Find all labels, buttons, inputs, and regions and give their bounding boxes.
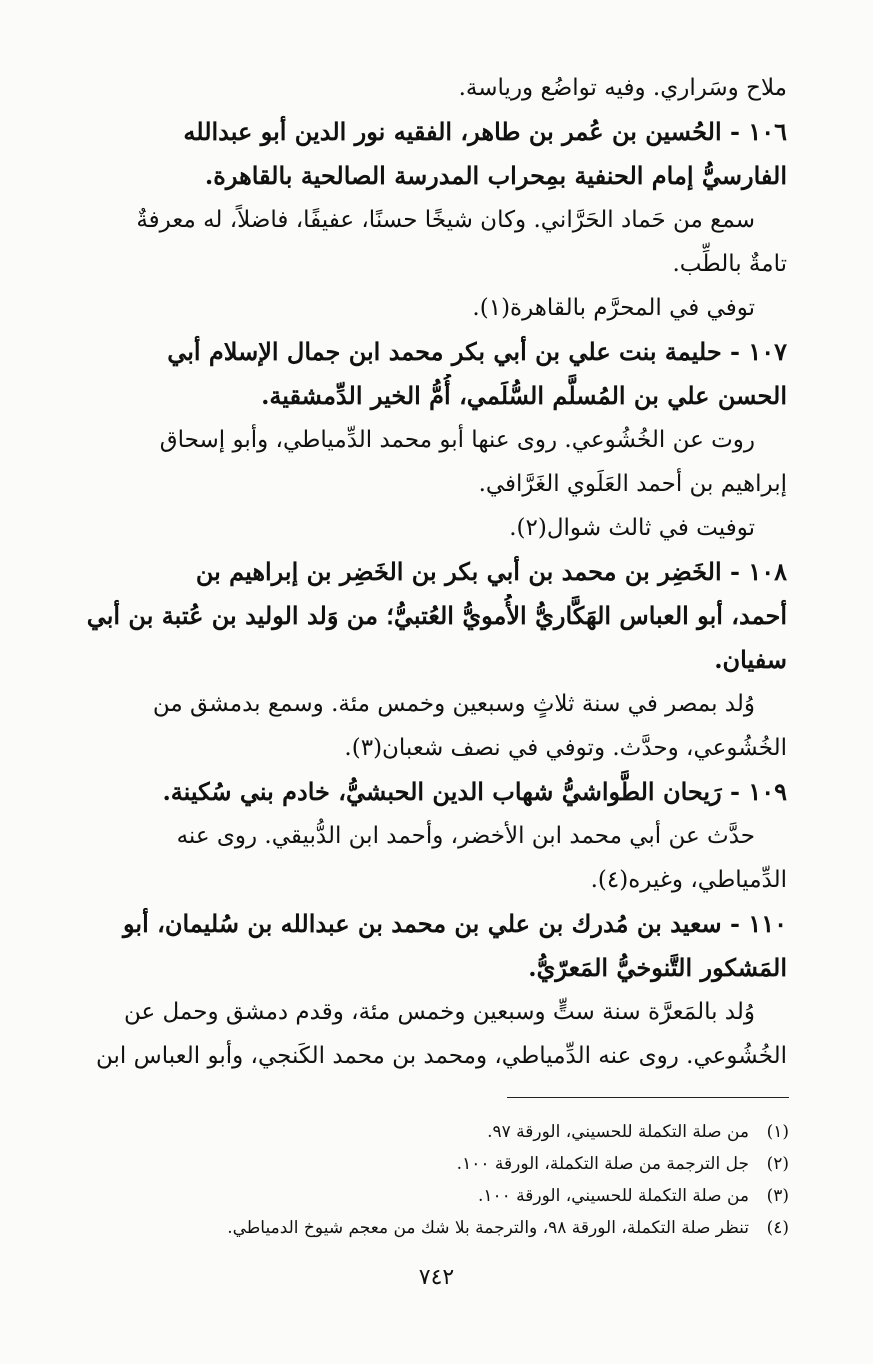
entry-heading-line: ١١٠ - سعيد بن مُدرك بن علي بن محمد بن عبدالله بن سُليمان، أبو xyxy=(123,909,787,938)
footnote-text: جل الترجمة من صلة التكملة، الورقة ١٠٠. xyxy=(456,1154,749,1174)
entry-heading-line: ١٠٧ - حليمة بنت علي بن أبي بكر محمد ابن جمال الإسلام أبي xyxy=(167,337,787,366)
footnote-text: تنظر صلة التكملة، الورقة ٩٨، والترجمة بلا شك من معجم شيوخ الدمياطي. xyxy=(227,1218,749,1238)
footnote-separator xyxy=(507,1097,789,1098)
footnote xyxy=(60,1212,789,1244)
text-line: سمع من حَماد الحَرَّاني. وكان شيخًا حسنًا، عفيفًا، فاضلاً، له معرفةٌ xyxy=(136,207,755,233)
text-line: ملاح وسَراري. وفيه تواضُع ورياسة. xyxy=(458,75,787,101)
text-line: وُلد بالمَعرَّة سنة ستٍّ وسبعين وخمس مئة، وقدم دمشق وحمل عن xyxy=(123,999,755,1025)
text-line: الدِّمياطي، وغيره(٤). xyxy=(590,867,787,893)
footnotes xyxy=(60,1116,789,1244)
text-line: توفي في المحرَّم بالقاهرة(١). xyxy=(472,295,755,321)
text-line: روت عن الخُشُوعي. روى عنها أبو محمد الدِّمياطي، وأبو إسحاق xyxy=(159,427,755,453)
page-number: ٧٤٢ xyxy=(418,1265,455,1290)
footnote-number: (٣) xyxy=(766,1186,789,1206)
footnote-number: (٢) xyxy=(766,1154,789,1174)
entry-heading-line: ١٠٦ - الحُسين بن عُمر بن طاهر، الفقيه نور الدين أبو عبدالله xyxy=(183,117,787,146)
footnote xyxy=(60,1180,789,1212)
entry-heading-line: الفارسيُّ إمام الحنفية بمِحراب المدرسة الصالحية بالقاهرة. xyxy=(204,161,787,190)
entry-heading-line: أحمد، أبو العباس الهَكَّاريُّ الأُمويُّ العُتبيُّ؛ من وَلد الوليد بن عُتبة بن أبي xyxy=(86,601,787,630)
footnote-text: من صلة التكملة للحسيني، الورقة ١٠٠. xyxy=(477,1186,749,1206)
entry-heading-line: ١٠٨ - الخَضِر بن محمد بن أبي بكر بن الخَضِر بن إبراهيم بن xyxy=(195,557,787,586)
text-line: الخُشُوعي، وحدَّث. وتوفي في نصف شعبان(٣). xyxy=(344,735,787,761)
text-line: حدَّث عن أبي محمد ابن الأخضر، وأحمد ابن الدُّبيقي. روى عنه xyxy=(176,823,755,849)
text-line: تامةٌ بالطِّب. xyxy=(672,251,787,277)
main-text xyxy=(35,66,787,1078)
entry-heading-line: المَشكور التَّنوخيُّ المَعرّيُّ. xyxy=(528,953,787,982)
text-line: توفيت في ثالث شوال(٢). xyxy=(509,515,755,541)
footnote-number: (٤) xyxy=(766,1218,789,1238)
entry-heading-line: سفيان. xyxy=(714,645,787,674)
text-line: الخُشُوعي. روى عنه الدِّمياطي، ومحمد بن محمد الكَنجي، وأبو العباس ابن xyxy=(96,1043,787,1069)
entry-heading-line: الحسن علي بن المُسلَّم السُّلَمي، أُمُّ الخير الدِّمشقية. xyxy=(261,381,787,410)
text-line: وُلد بمصر في سنة ثلاثٍ وسبعين وخمس مئة. وسمع بدمشق من xyxy=(152,691,755,717)
footnote-text: من صلة التكملة للحسيني، الورقة ٩٧. xyxy=(487,1122,749,1142)
text-line: إبراهيم بن أحمد العَلَوي الغَرَّافي. xyxy=(478,471,787,497)
footnote xyxy=(60,1148,789,1180)
footnote xyxy=(60,1116,789,1148)
entry-heading-line: ١٠٩ - رَيحان الطَّواشيُّ شهاب الدين الحبشيُّ، خادم بني سُكينة. xyxy=(162,777,787,806)
footnote-number: (١) xyxy=(766,1122,789,1142)
